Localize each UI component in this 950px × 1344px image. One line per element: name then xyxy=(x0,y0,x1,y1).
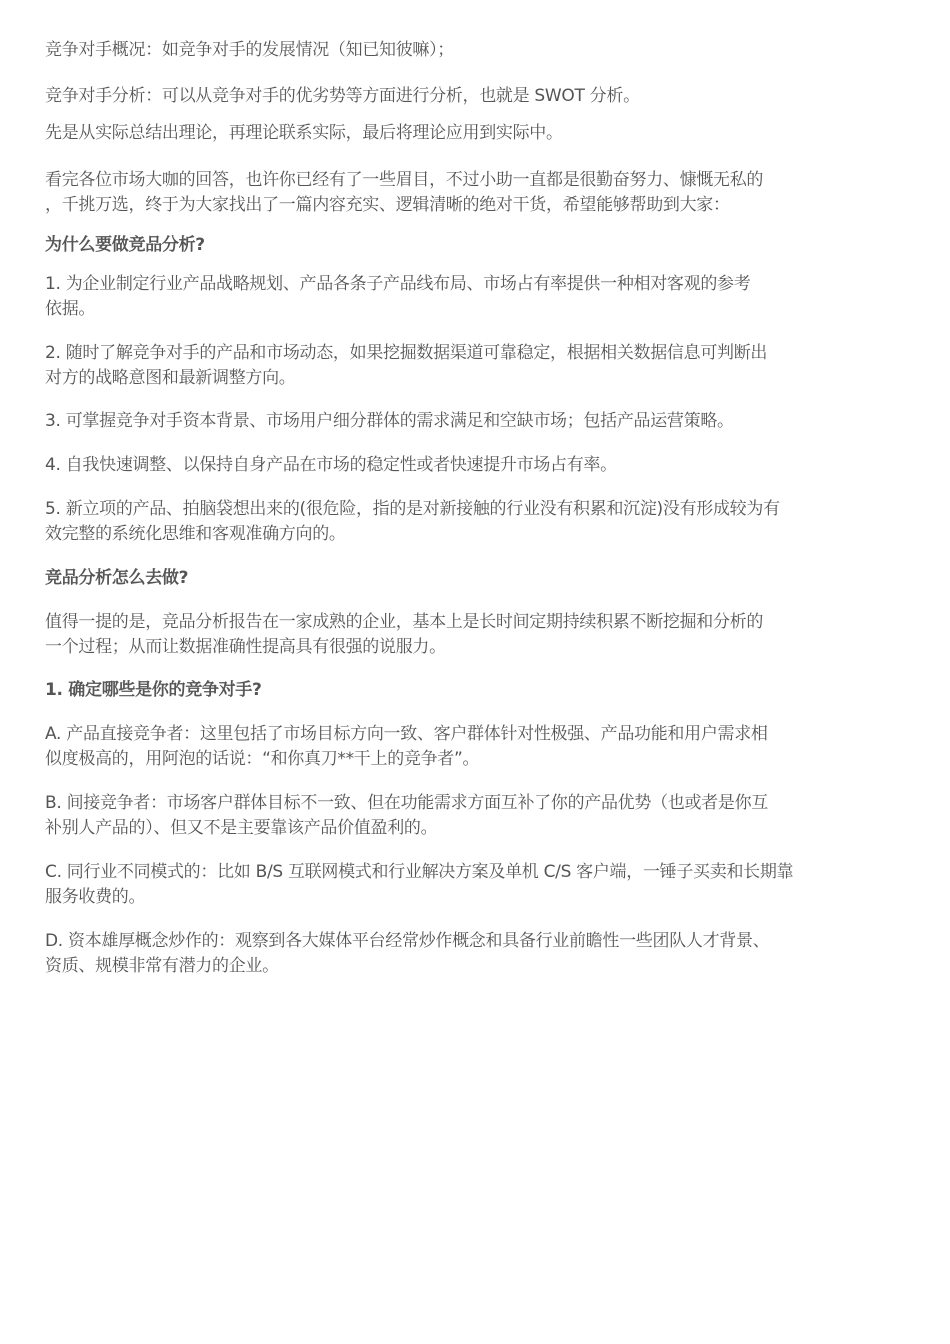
competitor-type-a: A. 产品直接竞争者：这里包括了市场目标方向一致、客户群体针对性极强、产品功能和用户需求相 似度极高的，用阿泡的话说：“和你真刀**干上的竞争者”。 xyxy=(45,724,768,769)
competitor-type-c: C. 同行业不同模式的：比如 B/S 互联网模式和行业解决方案及单机 C/S 客户端，一锤子买卖和长期靠 服务收费的。 xyxy=(45,862,794,907)
competitor-analysis-line: 竞争对手分析：可以从竞争对手的优劣势等方面进行分析，也就是 SWOT 分析。 xyxy=(45,86,640,106)
step1-heading: 1. 确定哪些是你的竞争对手? xyxy=(45,680,262,700)
why-item-3: 3. 可掌握竞争对手资本背景、市场用户细分群体的需求满足和空缺市场；包括产品运营策略。 xyxy=(45,411,734,431)
why-item-1: 1. 为企业制定行业产品战略规划、产品各条子产品线布局、市场占有率提供一种相对客观的参考 依据。 xyxy=(45,274,751,319)
competitor-type-b: B. 间接竞争者：市场客户群体目标不一致、但在功能需求方面互补了你的产品优势（也或者是你互 补别人产品的）、但又不是主要靠该产品价值盈利的。 xyxy=(45,793,768,838)
why-item-4: 4. 自我快速调整、以保持自身产品在市场的稳定性或者快速提升市场占有率。 xyxy=(45,455,617,475)
intro-paragraph: 看完各位市场大咖的回答，也许你已经有了一些眉目，不过小助一直都是很勤奋努力、慷慨无私的 ，千挑万选，终于为大家找出了一篇内容充实、逻辑清晰的绝对干货，希望能够帮助到大家： xyxy=(45,170,764,215)
how-heading: 竞品分析怎么去做? xyxy=(45,568,189,588)
why-item-2: 2. 随时了解竞争对手的产品和市场动态，如果挖掘数据渠道可靠稳定，根据相关数据信息可判断出 对方的战略意图和最新调整方向。 xyxy=(45,343,768,388)
theory-practice-line: 先是从实际总结出理论，再理论联系实际，最后将理论应用到实际中。 xyxy=(45,123,563,143)
why-heading: 为什么要做竞品分析? xyxy=(45,235,205,255)
why-item-5: 5. 新立项的产品、拍脑袋想出来的(很危险，指的是对新接触的行业没有积累和沉淀)没有形成较为有 效完整的系统化思维和客观准确方向的。 xyxy=(45,499,780,544)
competitor-overview-line: 竞争对手概况：如竞争对手的发展情况（知已知彼嘛）； xyxy=(45,40,454,60)
how-paragraph: 值得一提的是，竞品分析报告在一家成熟的企业，基本上是长时间定期持续积累不断挖掘和分析的 一个过程；从而让数据准确性提高具有很强的说服力。 xyxy=(45,612,764,657)
competitor-type-d: D. 资本雄厚概念炒作的：观察到各大媒体平台经常炒作概念和具备行业前瞻性一些团队人才背景、 资质、规模非常有潜力的企业。 xyxy=(45,931,770,976)
